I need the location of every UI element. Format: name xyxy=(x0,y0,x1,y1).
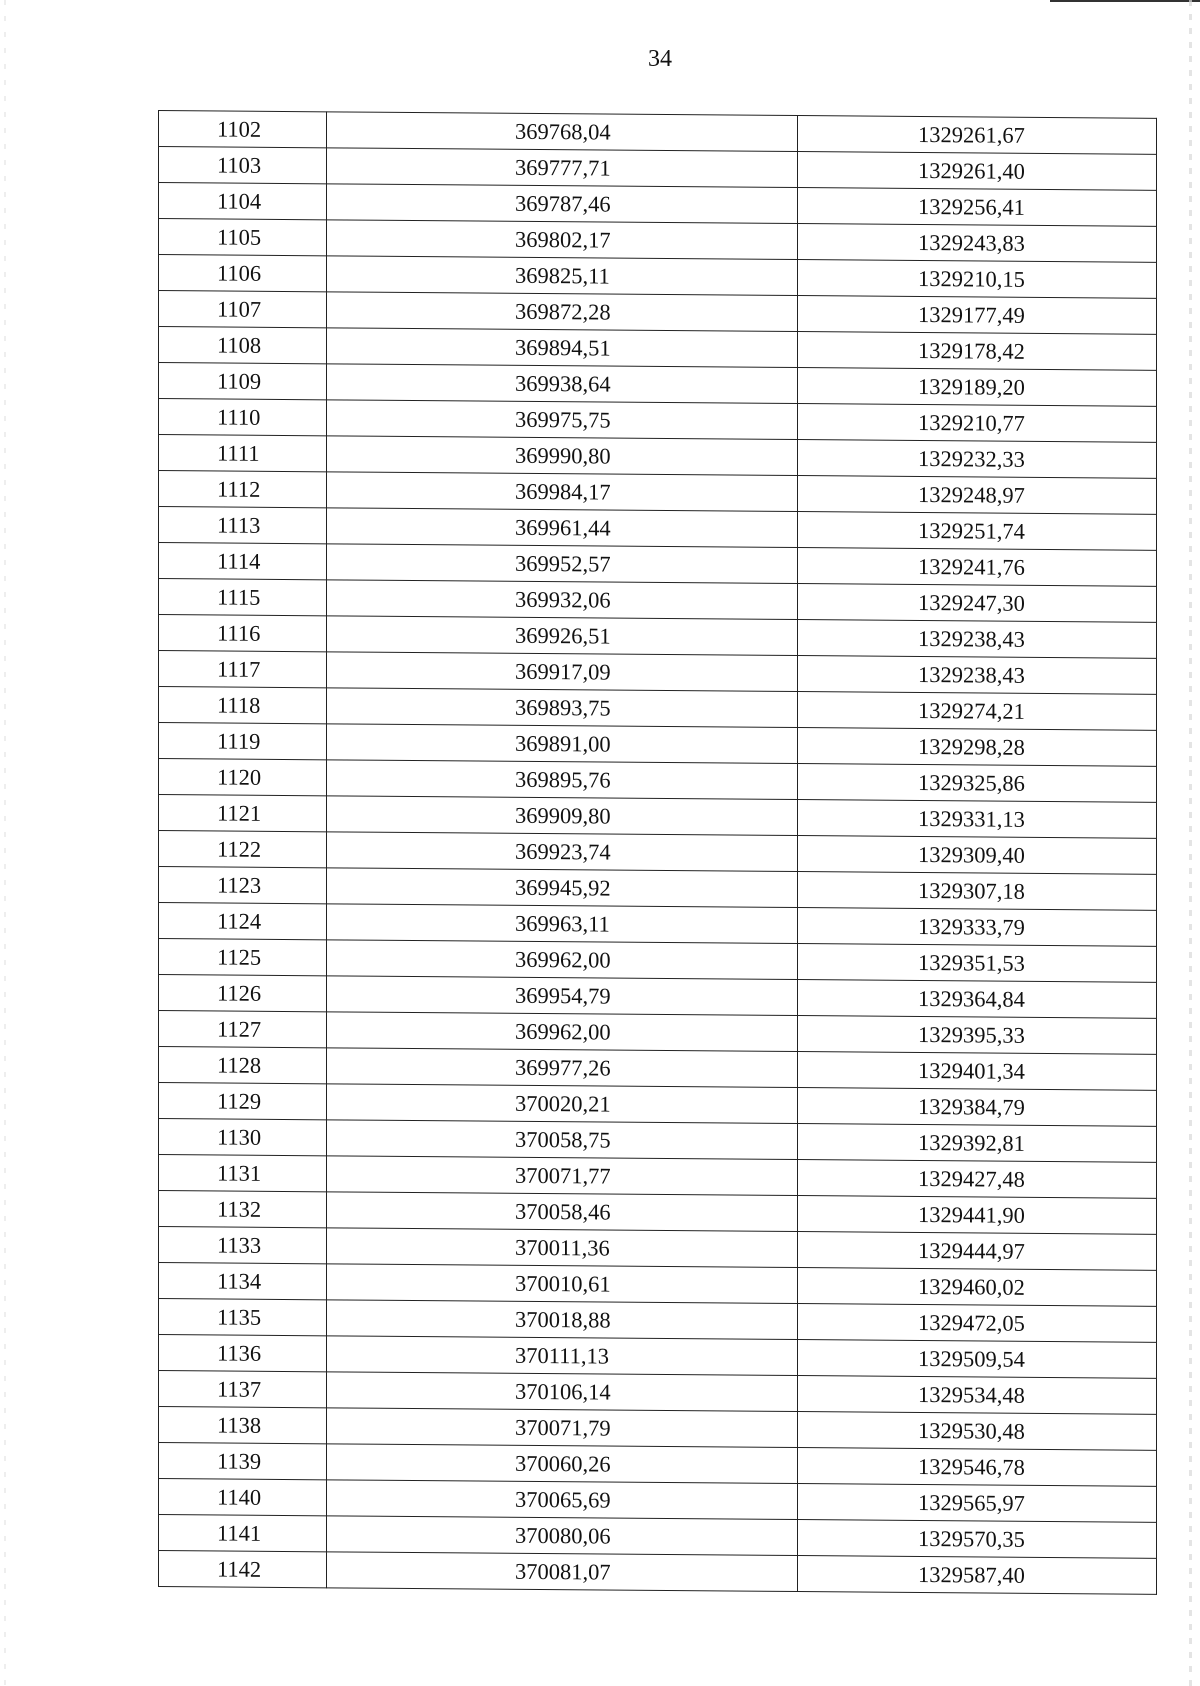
x-coordinate-cell: 370111,13 xyxy=(327,1336,798,1376)
point-number-cell: 1139 xyxy=(159,1443,327,1480)
y-coordinate-cell: 1329241,76 xyxy=(798,548,1157,587)
point-number-cell: 1130 xyxy=(159,1119,327,1156)
x-coordinate-cell: 370071,77 xyxy=(327,1156,798,1196)
point-number-cell: 1136 xyxy=(159,1335,327,1372)
point-number-cell: 1137 xyxy=(159,1371,327,1408)
x-coordinate-cell: 369938,64 xyxy=(327,364,798,404)
point-number-cell: 1134 xyxy=(159,1263,327,1300)
point-number-cell: 1131 xyxy=(159,1155,327,1192)
coordinates-table xyxy=(158,110,1157,1595)
table-row xyxy=(159,1551,1157,1595)
x-coordinate-cell: 369787,46 xyxy=(327,184,798,224)
point-number-cell: 1112 xyxy=(159,471,327,508)
y-coordinate-cell: 1329210,77 xyxy=(798,404,1157,443)
scan-edge-left xyxy=(4,0,6,1686)
point-number-cell: 1125 xyxy=(159,939,327,976)
y-coordinate-cell: 1329401,34 xyxy=(798,1052,1157,1091)
x-coordinate-cell: 370060,26 xyxy=(327,1444,798,1484)
x-coordinate-cell: 369923,74 xyxy=(327,832,798,872)
point-number-cell: 1123 xyxy=(159,867,327,904)
x-coordinate-cell: 369932,06 xyxy=(327,580,798,620)
point-number-cell: 1104 xyxy=(159,183,327,220)
x-coordinate-cell: 370081,07 xyxy=(327,1552,798,1592)
x-coordinate-cell: 369917,09 xyxy=(327,652,798,692)
y-coordinate-cell: 1329189,20 xyxy=(798,368,1157,407)
point-number-cell: 1117 xyxy=(159,651,327,688)
point-number-cell: 1128 xyxy=(159,1047,327,1084)
x-coordinate-cell: 369895,76 xyxy=(327,760,798,800)
point-number-cell: 1122 xyxy=(159,831,327,868)
x-coordinate-cell: 369945,92 xyxy=(327,868,798,908)
x-coordinate-cell: 370106,14 xyxy=(327,1372,798,1412)
point-number-cell: 1108 xyxy=(159,327,327,364)
x-coordinate-cell: 370080,06 xyxy=(327,1516,798,1556)
x-coordinate-cell: 369825,11 xyxy=(327,256,798,296)
y-coordinate-cell: 1329298,28 xyxy=(798,728,1157,767)
point-number-cell: 1142 xyxy=(159,1551,327,1588)
point-number-cell: 1107 xyxy=(159,291,327,328)
y-coordinate-cell: 1329261,40 xyxy=(798,152,1157,191)
y-coordinate-cell: 1329210,15 xyxy=(798,260,1157,299)
y-coordinate-cell: 1329247,30 xyxy=(798,584,1157,623)
x-coordinate-cell: 369954,79 xyxy=(327,976,798,1016)
y-coordinate-cell: 1329546,78 xyxy=(798,1448,1157,1487)
y-coordinate-cell: 1329351,53 xyxy=(798,944,1157,983)
y-coordinate-cell: 1329587,40 xyxy=(798,1556,1157,1595)
point-number-cell: 1129 xyxy=(159,1083,327,1120)
x-coordinate-cell: 369962,00 xyxy=(327,1012,798,1052)
point-number-cell: 1113 xyxy=(159,507,327,544)
coordinates-table-body xyxy=(159,111,1157,1595)
point-number-cell: 1119 xyxy=(159,723,327,760)
y-coordinate-cell: 1329331,13 xyxy=(798,800,1157,839)
y-coordinate-cell: 1329232,33 xyxy=(798,440,1157,479)
point-number-cell: 1132 xyxy=(159,1191,327,1228)
point-number-cell: 1111 xyxy=(159,435,327,472)
x-coordinate-cell: 369926,51 xyxy=(327,616,798,656)
x-coordinate-cell: 369961,44 xyxy=(327,508,798,548)
top-edge-rule xyxy=(1050,0,1200,2)
point-number-cell: 1116 xyxy=(159,615,327,652)
y-coordinate-cell: 1329238,43 xyxy=(798,656,1157,695)
x-coordinate-cell: 370010,61 xyxy=(327,1264,798,1304)
x-coordinate-cell: 369963,11 xyxy=(327,904,798,944)
x-coordinate-cell: 370058,46 xyxy=(327,1192,798,1232)
scan-edge-right xyxy=(1189,0,1192,1686)
y-coordinate-cell: 1329325,86 xyxy=(798,764,1157,803)
y-coordinate-cell: 1329274,21 xyxy=(798,692,1157,731)
y-coordinate-cell: 1329530,48 xyxy=(798,1412,1157,1451)
x-coordinate-cell: 370018,88 xyxy=(327,1300,798,1340)
y-coordinate-cell: 1329333,79 xyxy=(798,908,1157,947)
y-coordinate-cell: 1329251,74 xyxy=(798,512,1157,551)
y-coordinate-cell: 1329309,40 xyxy=(798,836,1157,875)
point-number-cell: 1110 xyxy=(159,399,327,436)
x-coordinate-cell: 370011,36 xyxy=(327,1228,798,1268)
y-coordinate-cell: 1329243,83 xyxy=(798,224,1157,263)
y-coordinate-cell: 1329395,33 xyxy=(798,1016,1157,1055)
point-number-cell: 1138 xyxy=(159,1407,327,1444)
x-coordinate-cell: 369893,75 xyxy=(327,688,798,728)
point-number-cell: 1102 xyxy=(159,111,327,148)
y-coordinate-cell: 1329307,18 xyxy=(798,872,1157,911)
x-coordinate-cell: 370020,21 xyxy=(327,1084,798,1124)
x-coordinate-cell: 369977,26 xyxy=(327,1048,798,1088)
x-coordinate-cell: 369768,04 xyxy=(327,112,798,152)
y-coordinate-cell: 1329441,90 xyxy=(798,1196,1157,1235)
y-coordinate-cell: 1329178,42 xyxy=(798,332,1157,371)
point-number-cell: 1127 xyxy=(159,1011,327,1048)
point-number-cell: 1140 xyxy=(159,1479,327,1516)
page-number: 34 xyxy=(648,46,672,72)
y-coordinate-cell: 1329460,02 xyxy=(798,1268,1157,1307)
point-number-cell: 1121 xyxy=(159,795,327,832)
x-coordinate-cell: 369984,17 xyxy=(327,472,798,512)
x-coordinate-cell: 370058,75 xyxy=(327,1120,798,1160)
y-coordinate-cell: 1329509,54 xyxy=(798,1340,1157,1379)
point-number-cell: 1126 xyxy=(159,975,327,1012)
y-coordinate-cell: 1329472,05 xyxy=(798,1304,1157,1343)
y-coordinate-cell: 1329570,35 xyxy=(798,1520,1157,1559)
point-number-cell: 1114 xyxy=(159,543,327,580)
y-coordinate-cell: 1329261,67 xyxy=(798,116,1157,155)
x-coordinate-cell: 369909,80 xyxy=(327,796,798,836)
x-coordinate-cell: 369777,71 xyxy=(327,148,798,188)
x-coordinate-cell: 370065,69 xyxy=(327,1480,798,1520)
x-coordinate-cell: 369872,28 xyxy=(327,292,798,332)
point-number-cell: 1135 xyxy=(159,1299,327,1336)
point-number-cell: 1133 xyxy=(159,1227,327,1264)
y-coordinate-cell: 1329248,97 xyxy=(798,476,1157,515)
y-coordinate-cell: 1329565,97 xyxy=(798,1484,1157,1523)
point-number-cell: 1105 xyxy=(159,219,327,256)
y-coordinate-cell: 1329177,49 xyxy=(798,296,1157,335)
point-number-cell: 1118 xyxy=(159,687,327,724)
x-coordinate-cell: 369952,57 xyxy=(327,544,798,584)
x-coordinate-cell: 370071,79 xyxy=(327,1408,798,1448)
y-coordinate-cell: 1329392,81 xyxy=(798,1124,1157,1163)
y-coordinate-cell: 1329444,97 xyxy=(798,1232,1157,1271)
x-coordinate-cell: 369891,00 xyxy=(327,724,798,764)
point-number-cell: 1141 xyxy=(159,1515,327,1552)
x-coordinate-cell: 369894,51 xyxy=(327,328,798,368)
x-coordinate-cell: 369990,80 xyxy=(327,436,798,476)
x-coordinate-cell: 369962,00 xyxy=(327,940,798,980)
point-number-cell: 1124 xyxy=(159,903,327,940)
x-coordinate-cell: 369975,75 xyxy=(327,400,798,440)
point-number-cell: 1115 xyxy=(159,579,327,616)
point-number-cell: 1109 xyxy=(159,363,327,400)
point-number-cell: 1120 xyxy=(159,759,327,796)
y-coordinate-cell: 1329384,79 xyxy=(798,1088,1157,1127)
point-number-cell: 1106 xyxy=(159,255,327,292)
y-coordinate-cell: 1329534,48 xyxy=(798,1376,1157,1415)
point-number-cell: 1103 xyxy=(159,147,327,184)
y-coordinate-cell: 1329256,41 xyxy=(798,188,1157,227)
x-coordinate-cell: 369802,17 xyxy=(327,220,798,260)
y-coordinate-cell: 1329364,84 xyxy=(798,980,1157,1019)
y-coordinate-cell: 1329427,48 xyxy=(798,1160,1157,1199)
y-coordinate-cell: 1329238,43 xyxy=(798,620,1157,659)
